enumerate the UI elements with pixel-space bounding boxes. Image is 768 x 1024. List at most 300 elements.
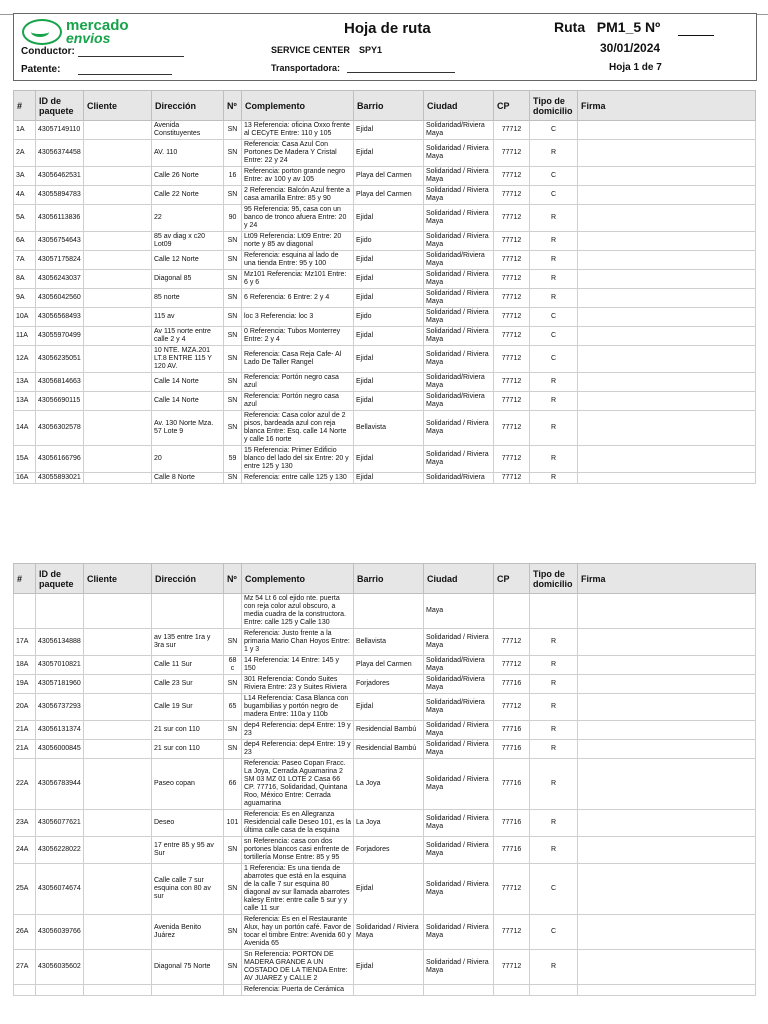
transportadora-label: Transportadora: <box>271 63 341 73</box>
client <box>84 140 152 167</box>
package-id: 43056000845 <box>36 740 84 759</box>
delivery-table-top <box>13 90 756 484</box>
postal-code: 77712 <box>494 327 530 346</box>
signature-cell[interactable] <box>578 915 756 950</box>
route-label: Ruta <box>554 19 586 35</box>
handshake-icon <box>22 19 62 45</box>
postal-code: 77712 <box>494 140 530 167</box>
postal-code: 77712 <box>494 251 530 270</box>
address <box>152 985 224 996</box>
city <box>424 985 494 996</box>
complement: Referencia: Es en el Restaurante Alux, hay un portón café. Favor de tocar el timbre Entre: Avenida 60 y Avenida 65 <box>242 915 354 950</box>
street-number: 68 c <box>224 656 242 675</box>
postal-code: 77712 <box>494 167 530 186</box>
signature-cell[interactable] <box>578 740 756 759</box>
postal-code <box>494 985 530 996</box>
package-id: 43056737293 <box>36 694 84 721</box>
table-row <box>14 594 756 629</box>
client <box>84 308 152 327</box>
row-number: 2A <box>14 140 36 167</box>
top-strip <box>0 0 768 14</box>
signature-cell[interactable] <box>578 411 756 446</box>
neighborhood: Ejido <box>354 232 424 251</box>
row-number: 6A <box>14 232 36 251</box>
col-header: ID de paquete <box>36 564 84 594</box>
city: Solidaridad/Riviera Maya <box>424 392 494 411</box>
neighborhood: Ejidal <box>354 205 424 232</box>
client <box>84 473 152 484</box>
neighborhood: Ejidal <box>354 346 424 373</box>
city: Solidaridad / Riviera Maya <box>424 721 494 740</box>
client <box>84 232 152 251</box>
route-date: 30/01/2024 <box>600 41 661 55</box>
neighborhood: Ejidal <box>354 864 424 915</box>
street-number: 66 <box>224 759 242 810</box>
package-id: 43056042560 <box>36 289 84 308</box>
street-number: SN <box>224 140 242 167</box>
complement: Referencia: porton grande negro Entre: av 100 y av 105 <box>242 167 354 186</box>
col-header: Complemento <box>242 91 354 121</box>
patente-label: Patente: <box>21 64 61 75</box>
signature-cell[interactable] <box>578 251 756 270</box>
table-row <box>14 232 756 251</box>
street-number: SN <box>224 864 242 915</box>
address: Av 115 norte entre calle 2 y 4 <box>152 327 224 346</box>
table-row <box>14 810 756 837</box>
package-id: 43055893021 <box>36 473 84 484</box>
city: Solidaridad / Riviera Maya <box>424 810 494 837</box>
col-header: Dirección <box>152 564 224 594</box>
client <box>84 327 152 346</box>
signature-cell[interactable] <box>578 232 756 251</box>
client <box>84 985 152 996</box>
address-type: C <box>530 864 578 915</box>
client <box>84 594 152 629</box>
signature-cell[interactable] <box>578 167 756 186</box>
city: Solidaridad/Riviera Maya <box>424 675 494 694</box>
complement: 95 Referencia: 95, casa con un banco de tronco afuera Entre: 20 y 24 <box>242 205 354 232</box>
client <box>84 205 152 232</box>
city: Solidaridad / Riviera Maya <box>424 308 494 327</box>
neighborhood: Forjadores <box>354 675 424 694</box>
neighborhood: Ejido <box>354 308 424 327</box>
row-number: 22A <box>14 759 36 810</box>
col-header: Tipo de domicilio <box>530 91 578 121</box>
signature-cell[interactable] <box>578 985 756 996</box>
city: Solidaridad / Riviera Maya <box>424 186 494 205</box>
table-row <box>14 186 756 205</box>
row-number: 9A <box>14 289 36 308</box>
client <box>84 950 152 985</box>
package-id: 43056374458 <box>36 140 84 167</box>
address: Calle 26 Norte <box>152 167 224 186</box>
address-type: R <box>530 473 578 484</box>
address-type <box>530 985 578 996</box>
package-id: 43056462531 <box>36 167 84 186</box>
route-id <box>554 19 660 35</box>
postal-code: 77712 <box>494 232 530 251</box>
postal-code: 77712 <box>494 411 530 446</box>
address-type: R <box>530 270 578 289</box>
complement: sn Referencia: casa con dos portones blancos casi enfrente de tortillería Monse Entre: 85 y 95 <box>242 837 354 864</box>
row-number: 1A <box>14 121 36 140</box>
package-id: 43056134888 <box>36 629 84 656</box>
conductor-field[interactable] <box>78 55 184 57</box>
table-row <box>14 837 756 864</box>
signature-cell[interactable] <box>578 446 756 473</box>
service-center-value: SPY1 <box>359 45 383 55</box>
client <box>84 289 152 308</box>
postal-code: 77716 <box>494 675 530 694</box>
route-value: PM1_5 Nº <box>596 19 661 35</box>
complement: Referencia: Casa Azul Con Portones De Madera Y Cristal Entre: 22 y 24 <box>242 140 354 167</box>
street-number: SN <box>224 629 242 656</box>
address-type: R <box>530 205 578 232</box>
signature-cell[interactable] <box>578 864 756 915</box>
row-number: 23A <box>14 810 36 837</box>
col-header: Ciudad <box>424 564 494 594</box>
postal-code: 77712 <box>494 629 530 656</box>
signature-cell[interactable] <box>578 373 756 392</box>
package-id: 43055894783 <box>36 186 84 205</box>
client <box>84 837 152 864</box>
table-row <box>14 121 756 140</box>
client <box>84 629 152 656</box>
address-type: R <box>530 251 578 270</box>
address-type: R <box>530 446 578 473</box>
package-id: 43056783944 <box>36 759 84 810</box>
street-number: SN <box>224 308 242 327</box>
street-number: SN <box>224 232 242 251</box>
address-type: R <box>530 140 578 167</box>
table-row <box>14 985 756 996</box>
table-row <box>14 915 756 950</box>
complement: Referencia: entre calle 125 y 130 <box>242 473 354 484</box>
row-number: 4A <box>14 186 36 205</box>
row-number: 14A <box>14 411 36 446</box>
neighborhood: Ejidal <box>354 327 424 346</box>
signature-cell[interactable] <box>578 629 756 656</box>
package-id <box>36 594 84 629</box>
address-type: R <box>530 411 578 446</box>
address: Diagonal 85 <box>152 270 224 289</box>
street-number: SN <box>224 327 242 346</box>
neighborhood: Forjadores <box>354 837 424 864</box>
row-number: 25A <box>14 864 36 915</box>
table-row <box>14 629 756 656</box>
complement: 6 Referencia: 6 Entre: 2 y 4 <box>242 289 354 308</box>
city: Solidaridad / Riviera Maya <box>424 411 494 446</box>
row-number: 13A <box>14 392 36 411</box>
signature-cell[interactable] <box>578 308 756 327</box>
complement: Referencia: Es en Allegranza Residencial calle Deseo 101, es la última calle casa de la esquina <box>242 810 354 837</box>
client <box>84 392 152 411</box>
postal-code: 77712 <box>494 373 530 392</box>
address: Av. 130 Norte Mza. 57 Lote 9 <box>152 411 224 446</box>
postal-code: 77712 <box>494 950 530 985</box>
address: Calle 14 Norte <box>152 392 224 411</box>
neighborhood: Residencial Bambú <box>354 721 424 740</box>
street-number: 65 <box>224 694 242 721</box>
signature-cell[interactable] <box>578 327 756 346</box>
page-indicator: Hoja 1 de 7 <box>609 62 662 73</box>
signature-cell[interactable] <box>578 675 756 694</box>
address: 17 entre 85 y 95 av Sur <box>152 837 224 864</box>
address-type: R <box>530 289 578 308</box>
street-number: SN <box>224 392 242 411</box>
col-header: Cliente <box>84 564 152 594</box>
client <box>84 694 152 721</box>
address-type: R <box>530 950 578 985</box>
client <box>84 251 152 270</box>
col-header: Ciudad <box>424 91 494 121</box>
package-id: 43056166796 <box>36 446 84 473</box>
city: Solidaridad / Riviera Maya <box>424 759 494 810</box>
address: Calle 14 Norte <box>152 373 224 392</box>
address-type: R <box>530 392 578 411</box>
client <box>84 346 152 373</box>
signature-cell[interactable] <box>578 186 756 205</box>
complement: 0 Referencia: Tubos Monterrey Entre: 2 y 4 <box>242 327 354 346</box>
postal-code: 77712 <box>494 446 530 473</box>
package-id: 43056074674 <box>36 864 84 915</box>
client <box>84 721 152 740</box>
col-header: ID de paquete <box>36 91 84 121</box>
postal-code: 77716 <box>494 759 530 810</box>
street-number <box>224 985 242 996</box>
signature-cell[interactable] <box>578 594 756 629</box>
row-number: 18A <box>14 656 36 675</box>
address: Diagonal 75 Norte <box>152 950 224 985</box>
city: Solidaridad/Riviera Maya <box>424 373 494 392</box>
neighborhood: Ejidal <box>354 950 424 985</box>
complement: 301 Referencia: Condo Suites Riviera Entre: 23 y Suites Riviera <box>242 675 354 694</box>
table-row <box>14 251 756 270</box>
street-number: SN <box>224 675 242 694</box>
city: Solidaridad/Riviera Maya <box>424 251 494 270</box>
package-id: 43055970499 <box>36 327 84 346</box>
row-number: 11A <box>14 327 36 346</box>
street-number: 90 <box>224 205 242 232</box>
patente-field[interactable] <box>78 73 172 75</box>
address-type: C <box>530 167 578 186</box>
city: Solidaridad / Riviera Maya <box>424 140 494 167</box>
postal-code: 77716 <box>494 740 530 759</box>
client <box>84 810 152 837</box>
street-number <box>224 594 242 629</box>
complement: dep4 Referencia: dep4 Entre: 19 y 23 <box>242 740 354 759</box>
address: 22 <box>152 205 224 232</box>
street-number: SN <box>224 740 242 759</box>
address: Deseo <box>152 810 224 837</box>
row-number: 3A <box>14 167 36 186</box>
complement: 2 Referencia: Balcón Azul frente a casa amarilla Entre: 85 y 90 <box>242 186 354 205</box>
signature-cell[interactable] <box>578 473 756 484</box>
row-number: 15A <box>14 446 36 473</box>
signature-cell[interactable] <box>578 392 756 411</box>
signature-cell[interactable] <box>578 121 756 140</box>
package-id: 43056131374 <box>36 721 84 740</box>
route-header <box>13 13 757 81</box>
postal-code: 77712 <box>494 656 530 675</box>
postal-code: 77712 <box>494 392 530 411</box>
postal-code: 77712 <box>494 346 530 373</box>
package-id: 43056077621 <box>36 810 84 837</box>
client <box>84 121 152 140</box>
street-number: SN <box>224 251 242 270</box>
address-type: C <box>530 308 578 327</box>
signature-cell[interactable] <box>578 694 756 721</box>
street-number: 59 <box>224 446 242 473</box>
complement: Referencia: Paseo Copan Fracc. La Joya, Cerrada Aguamarina 2 SM 03 MZ 01 LOTE 2 Casa 66 CP. 77716, Solidaridad, Quintana Roo, México Entre: Cerrada aguamarina <box>242 759 354 810</box>
postal-code: 77712 <box>494 694 530 721</box>
city: Maya <box>424 594 494 629</box>
signature-cell[interactable] <box>578 140 756 167</box>
address-type: R <box>530 373 578 392</box>
complement: loc 3 Referencia: loc 3 <box>242 308 354 327</box>
address <box>152 594 224 629</box>
table-row <box>14 392 756 411</box>
neighborhood <box>354 985 424 996</box>
complement: 13 Referencia: oficina Oxxo frente al CECyTE Entre: 110 y 105 <box>242 121 354 140</box>
package-id: 43057149110 <box>36 121 84 140</box>
address-type: R <box>530 759 578 810</box>
table-row <box>14 446 756 473</box>
postal-code: 77712 <box>494 308 530 327</box>
signature-cell[interactable] <box>578 656 756 675</box>
city: Solidaridad / Riviera Maya <box>424 346 494 373</box>
neighborhood: Bellavista <box>354 629 424 656</box>
signature-cell[interactable] <box>578 721 756 740</box>
package-id: 43056814663 <box>36 373 84 392</box>
signature-cell[interactable] <box>578 289 756 308</box>
client <box>84 675 152 694</box>
table-header-row <box>14 564 756 594</box>
client <box>84 167 152 186</box>
address-type: R <box>530 656 578 675</box>
neighborhood: Ejidal <box>354 289 424 308</box>
col-header: Cliente <box>84 91 152 121</box>
client <box>84 915 152 950</box>
row-number <box>14 985 36 996</box>
row-number: 16A <box>14 473 36 484</box>
address-type: R <box>530 740 578 759</box>
street-number: SN <box>224 411 242 446</box>
row-number: 21A <box>14 721 36 740</box>
postal-code: 77712 <box>494 205 530 232</box>
address-type: C <box>530 186 578 205</box>
address: 115 av <box>152 308 224 327</box>
signature-cell[interactable] <box>578 759 756 810</box>
client <box>84 186 152 205</box>
transportadora-field[interactable] <box>347 71 455 73</box>
complement: Referencia: esquina al lado de una tienda Entre: 95 y 100 <box>242 251 354 270</box>
neighborhood: Ejidal <box>354 251 424 270</box>
complement: L14 Referencia: Casa Blanca con bugambilias y portón negro de madera Entre: 110a y 110b <box>242 694 354 721</box>
address: 85 norte <box>152 289 224 308</box>
signature-cell[interactable] <box>578 810 756 837</box>
table-row <box>14 950 756 985</box>
client <box>84 759 152 810</box>
table-row <box>14 205 756 232</box>
postal-code: 77712 <box>494 915 530 950</box>
package-id: 43056235051 <box>36 346 84 373</box>
signature-cell[interactable] <box>578 205 756 232</box>
row-number: 13A <box>14 373 36 392</box>
signature-cell[interactable] <box>578 950 756 985</box>
signature-cell[interactable] <box>578 270 756 289</box>
col-header: Firma <box>578 91 756 121</box>
street-number: 16 <box>224 167 242 186</box>
table-row <box>14 167 756 186</box>
signature-cell[interactable] <box>578 346 756 373</box>
neighborhood: La Joya <box>354 759 424 810</box>
package-id: 43056302578 <box>36 411 84 446</box>
postal-code: 77712 <box>494 186 530 205</box>
col-header: CP <box>494 564 530 594</box>
conductor-label: Conductor: <box>21 46 75 57</box>
table-row <box>14 140 756 167</box>
city: Solidaridad/Riviera <box>424 473 494 484</box>
city: Solidaridad / Riviera Maya <box>424 950 494 985</box>
city: Solidaridad / Riviera Maya <box>424 915 494 950</box>
postal-code: 77716 <box>494 837 530 864</box>
neighborhood: Residencial Bambú <box>354 740 424 759</box>
col-header: CP <box>494 91 530 121</box>
address: av 135 entre 1ra y 3ra sur <box>152 629 224 656</box>
table-row <box>14 346 756 373</box>
table-row <box>14 656 756 675</box>
city: Solidaridad / Riviera Maya <box>424 327 494 346</box>
package-id: 43056754643 <box>36 232 84 251</box>
city: Solidaridad / Riviera Maya <box>424 232 494 251</box>
complement: Mz 54 Lt 6 col ejido nte. puerta con reja color azul obscuro, a media cuadra de la constructora. Entre: calle 125 y Calle 130 <box>242 594 354 629</box>
complement: 15 Referencia: Primer Edificio blanco del lado del six Entre: 20 y entre 125 y 130 <box>242 446 354 473</box>
address-type: R <box>530 232 578 251</box>
col-header: Barrio <box>354 91 424 121</box>
col-header: Complemento <box>242 564 354 594</box>
neighborhood: La Joya <box>354 810 424 837</box>
street-number: SN <box>224 186 242 205</box>
postal-code: 77712 <box>494 289 530 308</box>
neighborhood: Playa del Carmen <box>354 656 424 675</box>
table-row <box>14 270 756 289</box>
route-number-field[interactable] <box>678 35 714 36</box>
address: Calle 12 Norte <box>152 251 224 270</box>
row-number: 10A <box>14 308 36 327</box>
signature-cell[interactable] <box>578 837 756 864</box>
complement: 14 Referencia: 14 Entre: 145 y 150 <box>242 656 354 675</box>
address: Calle 11 Sur <box>152 656 224 675</box>
city: Solidaridad/Riviera Maya <box>424 694 494 721</box>
package-id: 43057175824 <box>36 251 84 270</box>
address-type: R <box>530 837 578 864</box>
postal-code: 77716 <box>494 810 530 837</box>
package-id: 43056690115 <box>36 392 84 411</box>
col-header: # <box>14 564 36 594</box>
address-type: R <box>530 629 578 656</box>
address: 10 NTE. MZA.201 LT.8 ENTRE 115 Y 120 AV. <box>152 346 224 373</box>
package-id: 43056113836 <box>36 205 84 232</box>
neighborhood: Ejidal <box>354 373 424 392</box>
city: Solidaridad / Riviera Maya <box>424 864 494 915</box>
logo-text-envios: envios <box>66 30 111 46</box>
address: 20 <box>152 446 224 473</box>
city: Solidaridad/Riviera Maya <box>424 121 494 140</box>
table-row <box>14 308 756 327</box>
complement: Referencia: Portón negro casa azul <box>242 392 354 411</box>
delivery-table-bottom <box>13 563 756 996</box>
